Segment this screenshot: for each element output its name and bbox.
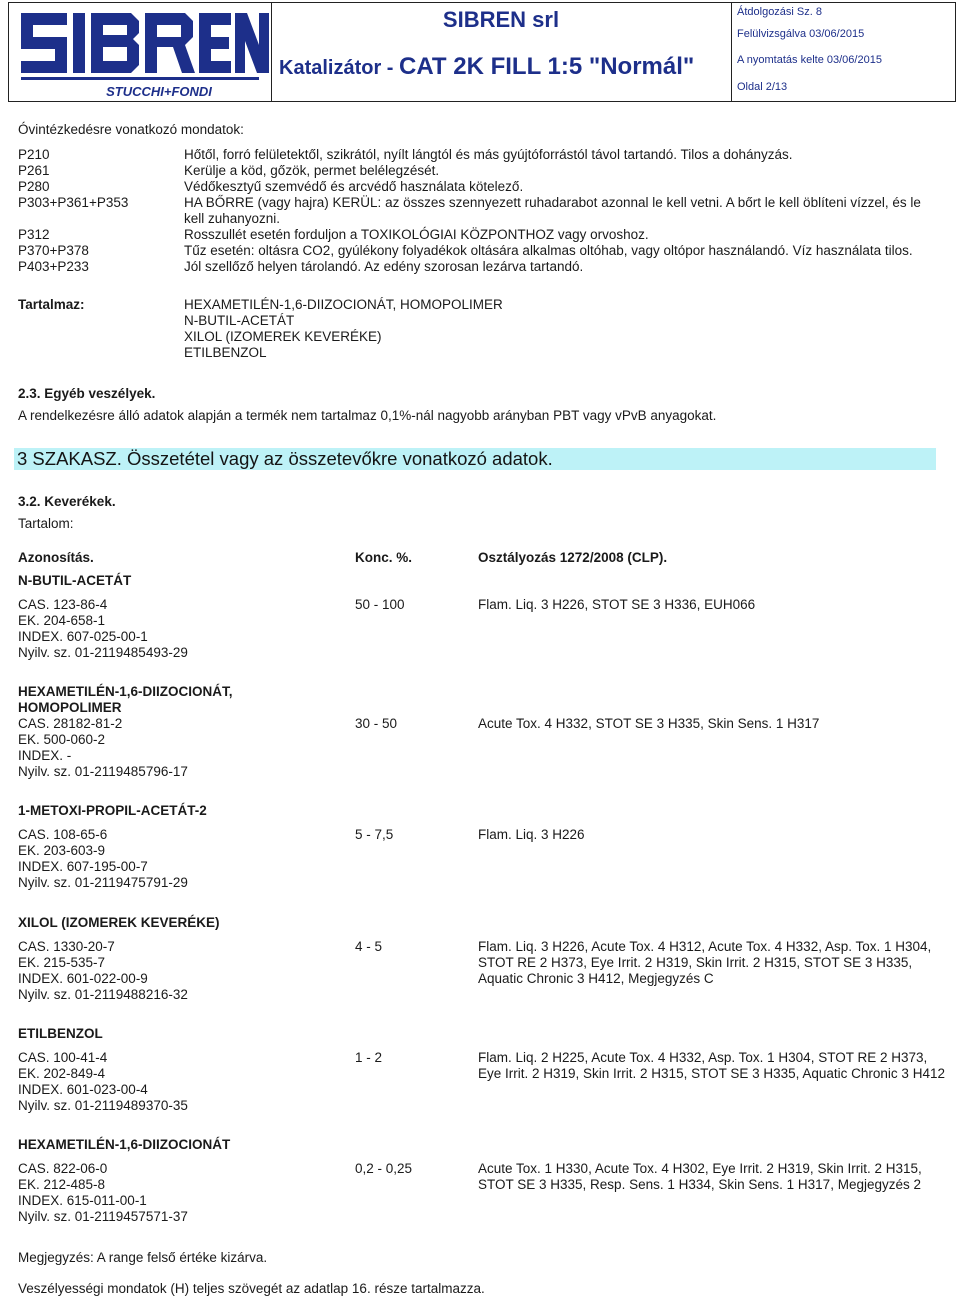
- section-3-title: 3 SZAKASZ. Összetétel vagy az összetevőkre vonatkozó adatok.: [17, 448, 553, 469]
- precaution-code: P261: [18, 163, 50, 178]
- substance-name-cont: HOMOPOLIMER: [18, 700, 122, 715]
- other-hazards-text: A rendelkezésre álló adatok alapján a termék nem tartalmaz 0,1%-nál nagyobb arányban PBT vagy vPvB anyagokat.: [18, 408, 717, 423]
- contains-item: N-BUTIL-ACETÁT: [184, 313, 295, 328]
- index-number: INDEX. 601-022-00-9: [18, 971, 148, 986]
- precaution-text: Kerülje a köd, gőzök, permet belélegzését.: [184, 163, 440, 178]
- substance-name: XILOL (IZOMEREK KEVERÉKE): [18, 915, 220, 930]
- company-name: SIBREN srl: [442, 7, 560, 32]
- ek-number: EK. 204-658-1: [18, 613, 106, 628]
- cas-number: CAS. 1330-20-7: [18, 939, 115, 954]
- contains-item: HEXAMETILÉN-1,6-DIIZOCIONÁT, HOMOPOLIMER: [184, 297, 503, 312]
- substance-row: [18, 939, 943, 1003]
- substance-row: [18, 716, 943, 780]
- product-name: CAT 2K FILL 1:5 "Normál": [399, 53, 695, 80]
- precaution-code: P280: [18, 179, 50, 194]
- index-number: INDEX. 607-195-00-7: [18, 859, 148, 874]
- range-note: Megjegyzés: A range felső értéke kizárva.: [18, 1250, 268, 1265]
- review-date: Felülvizsgálva 03/06/2015: [737, 28, 865, 40]
- index-number: INDEX. 607-025-00-1: [18, 629, 148, 644]
- index-number: INDEX. 615-011-00-1: [18, 1193, 147, 1208]
- classification: Flam. Liq. 2 H225, Acute Tox. 4 H332, Asp. Tox. 1 H304, STOT RE 2 H373, Eye Irrit. 2 H319, Skin Irrit. 2 H315, STOT SE 3 H335, Aquatic Chronic 3 H412: [478, 1050, 945, 1081]
- cas-number: CAS. 123-86-4: [18, 597, 108, 612]
- classification: Flam. Liq. 3 H226: [478, 827, 585, 842]
- precautions-title: Óvintézkedésre vonatkozó mondatok:: [18, 122, 244, 137]
- precaution-code: P303+P361+P353: [18, 195, 129, 210]
- concentration: 50 - 100: [355, 597, 405, 612]
- precaution-code: P312: [18, 227, 50, 242]
- substance-name: N-BUTIL-ACETÁT: [18, 573, 132, 588]
- ek-number: EK. 215-535-7: [18, 955, 106, 970]
- print-date: A nyomtatás kelte 03/06/2015: [737, 54, 882, 66]
- contains-item: XILOL (IZOMEREK KEVERÉKE): [184, 329, 382, 344]
- document-header: [8, 2, 956, 102]
- sibren-logo-icon: [9, 3, 271, 101]
- section-3-heading: [14, 448, 936, 470]
- substance-row: [18, 597, 943, 661]
- substance-name: HEXAMETILÉN-1,6-DIIZOCIONÁT,: [18, 684, 233, 699]
- classification: Flam. Liq. 3 H226, Acute Tox. 4 H312, Acute Tox. 4 H332, Asp. Tox. 1 H304, STOT RE 2 H373, Eye Irrit. 2 H319, Skin Irrit. 2 H315, STOT SE 3 H335, Aquatic Chronic 3 H412, Megjegyzés C: [478, 939, 932, 986]
- cas-number: CAS. 100-41-4: [18, 1050, 108, 1065]
- classification: Acute Tox. 4 H332, STOT SE 3 H335, Skin Sens. 1 H317: [478, 716, 820, 731]
- substance-name: ETILBENZOL: [18, 1026, 103, 1041]
- concentration: 1 - 2: [355, 1050, 383, 1065]
- concentration: 5 - 7,5: [355, 827, 394, 842]
- index-number: INDEX. -: [18, 748, 72, 763]
- cas-number: CAS. 822-06-0: [18, 1161, 108, 1176]
- contains-item: ETILBENZOL: [184, 345, 267, 360]
- product-label: Katalizátor -: [279, 57, 400, 79]
- cas-number: CAS. 108-65-6: [18, 827, 108, 842]
- substance-row: [18, 1161, 943, 1225]
- precaution-code: P210: [18, 147, 50, 162]
- h-statements-note: Veszélyességi mondatok (H) teljes szövegét az adatlap 16. része tartalmazza.: [18, 1281, 485, 1296]
- page-number: Oldal 2/13: [737, 81, 788, 93]
- registration-number: Nyilv. sz. 01-2119485796-17: [18, 764, 188, 779]
- revision-number: Átdolgozási Sz. 8: [737, 6, 822, 18]
- classification: Flam. Liq. 3 H226, STOT SE 3 H336, EUH066: [478, 597, 756, 612]
- concentration: 4 - 5: [355, 939, 383, 954]
- svg-text:STUCCHI+FONDI: STUCCHI+FONDI: [106, 84, 212, 99]
- substance-name: 1-METOXI-PROPIL-ACETÁT-2: [18, 803, 207, 818]
- substance-row: [18, 1050, 943, 1114]
- index-number: INDEX. 601-023-00-4: [18, 1082, 148, 1097]
- cas-number: CAS. 28182-81-2: [18, 716, 123, 731]
- precaution-code: P403+P233: [18, 259, 89, 274]
- precaution-code: P370+P378: [18, 243, 89, 258]
- precaution-text: Rosszullét esetén forduljon a TOXIKOLÓGIAI KÖZPONTHOZ vagy orvoshoz.: [184, 227, 649, 242]
- substance-name: HEXAMETILÉN-1,6-DIIZOCIONÁT: [18, 1137, 231, 1152]
- concentration: 30 - 50: [355, 716, 398, 731]
- ek-number: EK. 202-849-4: [18, 1066, 106, 1081]
- precaution-text: Tűz esetén: oltásra CO2, gyúlékony folyadékok oltására alkalmas oltóhab, vagy oltópor használandó. Víz használata tilos.: [184, 243, 913, 258]
- header-title-area: [271, 3, 732, 101]
- registration-number: Nyilv. sz. 01-2119485493-29: [18, 645, 188, 660]
- ek-number: EK. 500-060-2: [18, 732, 106, 747]
- precaution-text: Védőkesztyű szemvédő és arcvédő használata kötelező.: [184, 179, 524, 194]
- registration-number: Nyilv. sz. 01-2119475791-29: [18, 875, 188, 890]
- substance-row: [18, 827, 943, 891]
- contents-subtitle: Tartalom:: [18, 516, 74, 531]
- registration-number: Nyilv. sz. 01-2119488216-32: [18, 987, 188, 1002]
- product-title: [279, 53, 694, 81]
- registration-number: Nyilv. sz. 01-2119457571-37: [18, 1209, 188, 1224]
- mixtures-subtitle: 3.2. Keverékek.: [18, 494, 116, 509]
- registration-number: Nyilv. sz. 01-2119489370-35: [18, 1098, 188, 1113]
- concentration: 0,2 - 0,25: [355, 1161, 413, 1176]
- classification: Acute Tox. 1 H330, Acute Tox. 4 H302, Eye Irrit. 2 H319, Skin Irrit. 2 H315, STOT SE 3 H335, Resp. Sens. 1 H334, Skin Sens. 1 H317, Megjegyzés 2: [478, 1161, 922, 1192]
- precaution-text: Jól szellőző helyen tárolandó. Az edény szorosan lezárva tartandó.: [184, 259, 584, 274]
- other-hazards-title: 2.3. Egyéb veszélyek.: [18, 386, 156, 401]
- ek-number: EK. 203-603-9: [18, 843, 106, 858]
- precaution-text: HA BŐRRE (vagy hajra) KERÜL: az összes szennyezett ruhadarabot azonnal le kell vetni. A bőrt le kell öblíteni vízzel, és le kell zuhanyozni.: [184, 195, 921, 226]
- column-concentration: Konc. %.: [355, 550, 413, 565]
- column-classification: Osztályozás 1272/2008 (CLP).: [478, 550, 668, 565]
- company-logo: [9, 3, 272, 101]
- ek-number: EK. 212-485-8: [18, 1177, 106, 1192]
- column-identification: Azonosítás.: [18, 550, 94, 565]
- contains-label: Tartalmaz:: [18, 297, 85, 312]
- precaution-text: Hőtől, forró felületektől, szikrától, nyílt lángtól és más gyújtóforrástól távol tartandó. Tilos a dohányzás.: [184, 147, 793, 162]
